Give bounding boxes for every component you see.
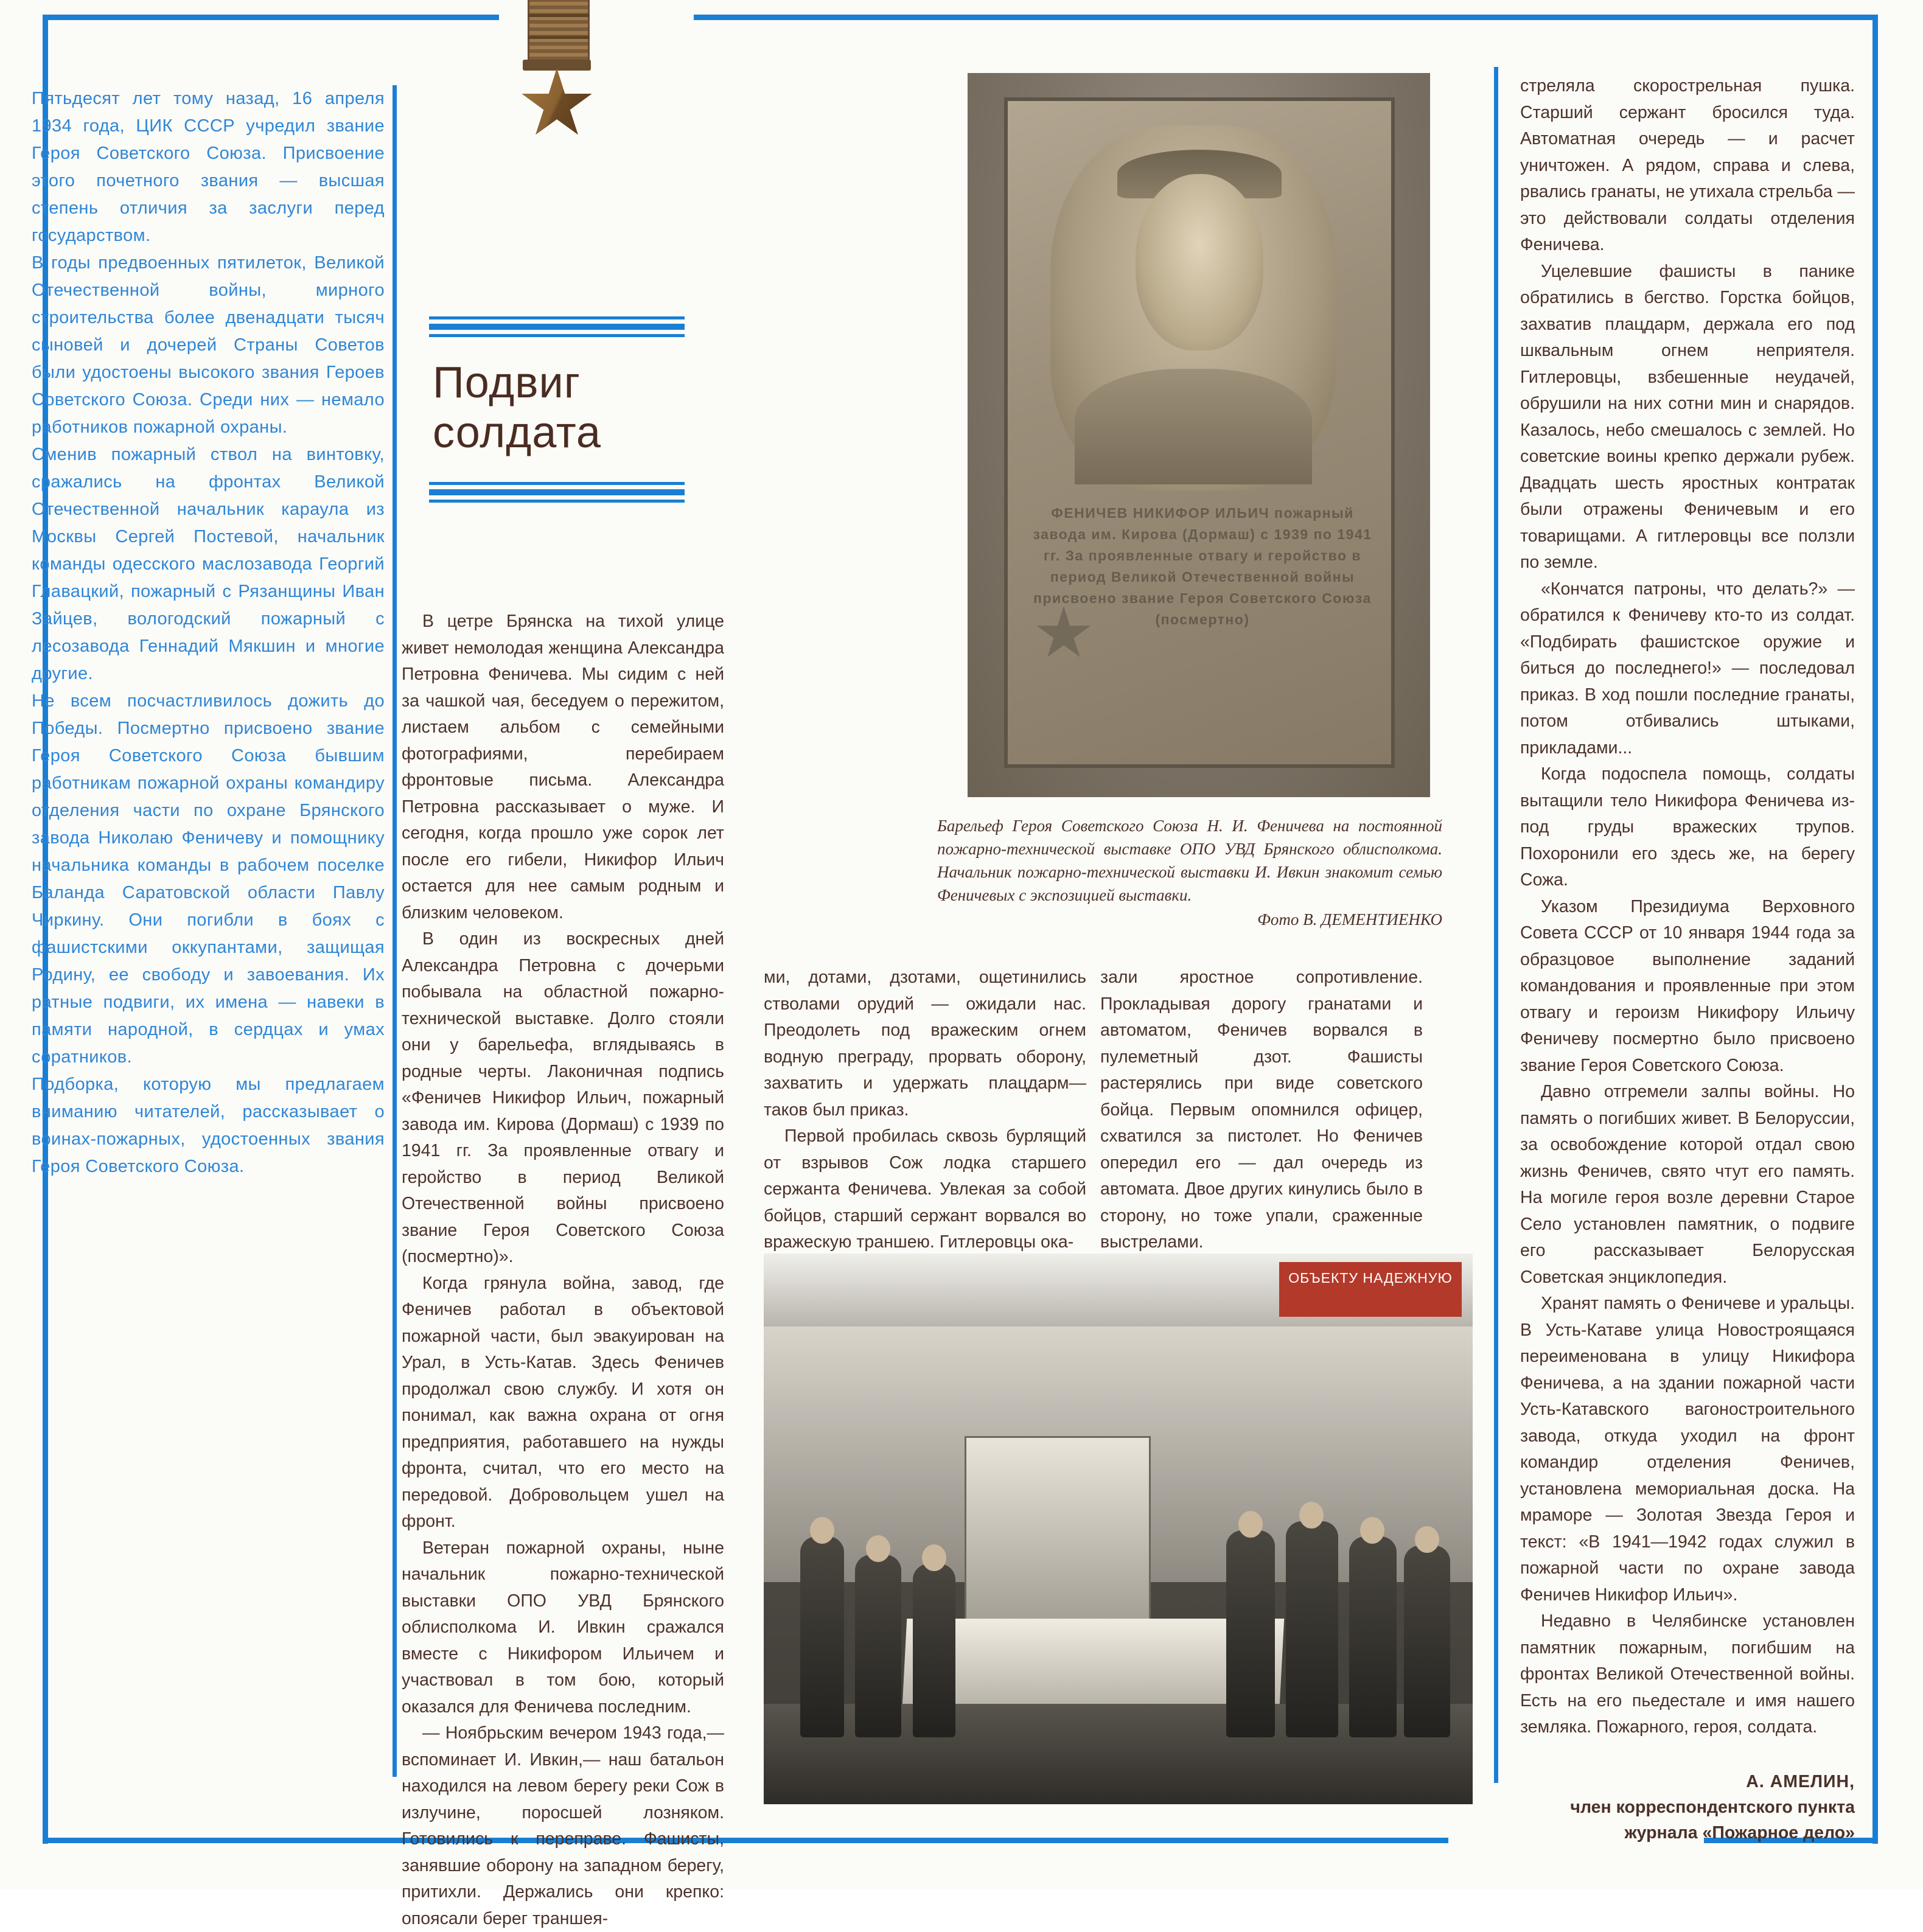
exhibit-visitor-6: [1404, 1546, 1450, 1737]
exhibit-visitor-3: [913, 1564, 955, 1737]
col2-paragraph-1: В цетре Брянска на тихой улице живет немолодая женщина Александра Петровна Феничева. Мы сидим с ней за чашкой чая, беседуем о пережитом, листаем альбом с семейными фотографиями, перебираем фронтовые письма. Александра Петровна рассказывает о муже. И сегодня, когда прошло уже сорок лет после его гибели, Никифор Ильич остается для нее самым родным и близким человеком.: [402, 612, 724, 922]
col5-paragraph-5: Указом Президиума Верховного Совета СССР от 10 января 1944 года за образцовое выполнение заданий командования и проявленные при этом отвагу и героизм Никифору Ильичу Феничеву посмертно было присвоено звание Героя Советского Союза.: [1520, 896, 1855, 1075]
page-frame-top: [43, 15, 1878, 20]
page-title: [433, 358, 685, 458]
lead-column: [32, 85, 385, 1180]
col5-paragraph-8: Недавно в Челябинске установлен памятник пожарным, погибшим на фронтах Великой Отечественной войны. Есть на его пьедестале и имя нашего земляка. Пожарного, героя, солдата.: [1520, 1611, 1855, 1737]
lead-paragraph-2: В годы предвоенных пятилеток, Великой Отечественной войны, мирного строительства более двенадцати тысяч сыновей и дочерей Страны Советов были удостоены высокого звания Героев Советского Союза. Среди них — немало работников пожарной охраны.: [32, 253, 385, 437]
exhibit-visitor-6-head: [1415, 1526, 1439, 1553]
caption-text: Барельеф Героя Советского Союза Н. И. Феничева на постоянной пожарно-технической выставке ОПО УВД Брянского облисполкома. Начальник пожарно-технической выставки И. Ивкин знакомит семью Феничевых с экспозицией выставки.: [937, 817, 1442, 904]
bas-relief-photo: [968, 73, 1430, 797]
col5-paragraph-6: Давно отгремели залпы войны. Но память о погибших живет. В Белоруссии, за освобождение которой отдал свою жизнь Феничев, свято чтут его память. На могиле героя возле деревни Старое Село установлен памятник, о подвиге его рассказывает Белорусская Советская энциклопедия.: [1520, 1082, 1855, 1287]
col3-paragraph-2: Первой пробилась сквозь бурлящий от взрывов Сож лодка старшего сержанта Феничева. Увлекая за собой бойцов, старший сержант ворвался во вражескую траншею. Гитлеровцы ока-: [764, 1126, 1086, 1252]
exhibit-visitor-1-head: [810, 1517, 834, 1544]
lead-paragraph-5: Подборка, которую мы предлагаем вниманию читателей, рассказывает о воинах-пожарных, удостоенных звания Героя Советского Союза.: [32, 1075, 385, 1176]
byline-role-line1: член корреспондентского пункта: [1570, 1797, 1855, 1817]
col2-paragraph-5: — Ноябрьским вечером 1943 года,— вспоминает И. Ивкин,— наш батальон находился на левом берегу реки Сож в излучине, поросшей лозняком. Готовились к переправе. Фашисты, занявшие оборону на западном берегу, притихли. Держались они крепко: опоясали берег траншея-: [402, 1723, 724, 1928]
exhibit-guide-head: [1299, 1502, 1324, 1529]
column-4: [1100, 964, 1423, 1282]
article-byline: [1520, 1769, 1855, 1846]
memorial-plaque: [1004, 97, 1395, 768]
gold-star-icon: [520, 68, 593, 141]
plaque-inscription: ФЕНИЧЕВ НИКИФОР ИЛЬИЧ пожарный завода им. Кирова (Дормаш) с 1939 по 1941 гг. За проявленные отвагу и геройство в период Великой Отечественной войны присвоено звание Героя Советского Союза (посмертно): [1033, 505, 1372, 627]
column-3: [764, 964, 1086, 1256]
exhibit-visitor-3-head: [922, 1544, 946, 1571]
lead-paragraph-1: Пятьдесят лет тому назад, 16 апреля 1934 года, ЦИК СССР учредил звание Героя Советского Союза. Присвоение этого почетного звания — высшая степень отличия за заслуги перед государством.: [32, 89, 385, 245]
headline-rule-bottom-thick: [429, 489, 685, 495]
column-5: [1520, 73, 1855, 1846]
photo-caption: [937, 814, 1442, 931]
col5-paragraph-1: стреляла скорострельная пушка. Старший сержант бросился туда. Автоматная очередь — и расчет уничтожен. А рядом, справа и слева, рвались гранаты, не утихала стрельба — это действовали солдаты отделения Феничева.: [1520, 76, 1855, 254]
exhibit-visitor-2-head: [866, 1535, 890, 1562]
headline-block: [429, 316, 685, 503]
headline-rule-top-thin2: [429, 334, 685, 337]
lead-paragraph-4: Не всем посчастливилось дожить до Победы. Посмертно присвоено звание Героя Советского Союза бывшим работникам пожарной охраны командиру отделения части по охране Брянского завода Николаю Феничеву и помощнику начальника команды в рабочем поселке Баланда Саратовской области Павлу Чиркину. Они погибли в боях с фашистскими оккупантами, защищая Родину, ее свободу и завоевания. Их ратные подвиги, их имена — навеки в памяти народной, в сердцах и умах соратников.: [32, 691, 385, 1067]
portrait-face: [1136, 174, 1263, 350]
gold-star-medal-icon: [514, 0, 599, 191]
col4-paragraph-1: зали яростное сопротивление. Прокладывая дорогу гранатами и автоматом, Феничев ворвался в пулеметный дзот. Фашисты растерялись при виде советского бойца. Первым опомнился офицер, схватился за пистолет. Но Феничев опередил его — дал очередь из автомата. Двое других кинулись было в сторону, но тоже упали, сраженные выстрелами.: [1100, 968, 1423, 1252]
exhibit-visitor-5: [1349, 1536, 1397, 1737]
headline-rule-bottom-thin2: [429, 500, 685, 503]
col5-paragraph-2: Уцелевшие фашисты в панике обратились в бегство. Горстка бойцов, захватив плацдарм, держала его под шквальным огнем неприятеля. Гитлеровцы, взбешенные неудачей, обрушили на них сотни мин и снарядов. Казалось, небо смешалось с землей. Но советские воины крепко держали рубеж. Двадцать шесть яростных контратак были отражены Феничевым и его товарищами. А гитлеровцы все ползли по земле.: [1520, 261, 1855, 572]
portrait-shoulders: [1075, 369, 1312, 484]
portrait-relief: [1050, 125, 1336, 490]
headline-line-1: Подвиг: [433, 358, 581, 407]
byline-author: А. АМЕЛИН,: [1746, 1771, 1855, 1791]
exhibit-visitor-5-head: [1360, 1517, 1384, 1544]
col2-paragraph-2: В один из воскресных дней Александра Петровна с дочерьми побывала на областной пожарно-технической выставке. Долго стояли они у барельефа, вглядываясь в родные черты. Лаконичная подпись «Феничев Никифор Ильич, пожарный завода им. Кирова (Дормаш) с 1939 по 1941 гг. За проявленные отвагу и геройство в период Великой Отечественной войны присвоено звание Героя Советского Союза (посмертно)».: [402, 929, 724, 1266]
column-divider-2: [1494, 67, 1498, 1783]
column-divider-1: [393, 85, 397, 1777]
headline-rule-top-thick: [429, 324, 685, 330]
column-2: [402, 609, 724, 1932]
exhibit-banner: ОБЪЕКТУ НАДЕЖНУЮ: [1279, 1262, 1462, 1317]
exhibit-display-stand: [965, 1436, 1151, 1641]
photo-credit: Фото В. ДЕМЕНТИЕНКО: [1257, 910, 1442, 929]
col5-paragraph-4: Когда подоспела помощь, солдаты вытащили тело Никифора Феничева из-под груды вражеских трупов. Похоронили его здесь же, на берегу Сожа.: [1520, 764, 1855, 890]
lead-paragraph-3: Сменив пожарный ствол на винтовку, сражались на фронтах Великой Отечественной начальник караула из Москвы Сергей Постевой, начальник команды одесского маслозавода Георгий Главацкий, пожарный с Рязанщины Иван Зайцев, вологодский пожарный с лесозавода Геннадий Мякшин и многие другие.: [32, 445, 385, 683]
page-frame-right: [1872, 15, 1878, 1844]
col2-paragraph-3: Когда грянула война, завод, где Феничев работал в объектовой пожарной части, был эвакуирован на Урал, в Усть-Катав. Здесь Феничев продолжал свою службу. И хотя он понимал, как важна охрана от огня предприятия, работавшего на нужды фронта, считал, что его место на передовой. Добровольцем ушел на фронт.: [402, 1273, 724, 1531]
exhibit-visitor-4-head: [1238, 1511, 1263, 1538]
headline-line-2: солдата: [433, 408, 601, 457]
col5-paragraph-3: «Кончатся патроны, что делать?» — обратился к Феничеву кто-то из солдат. «Подбирать фашистское оружие и биться до последнего!» — последовал приказ. В ход пошли последние гранаты, потом отбивались штыками, прикладами...: [1520, 579, 1855, 758]
exhibit-visitor-1: [800, 1536, 844, 1737]
medal-star-wrap: [514, 68, 599, 159]
exhibit-guide: [1286, 1521, 1338, 1737]
medal-ribbon-icon: [528, 0, 590, 67]
exhibition-photo: [764, 1254, 1473, 1804]
exhibit-visitor-2: [855, 1555, 901, 1737]
col2-paragraph-4: Ветеран пожарной охраны, ныне начальник пожарно-технической выставки ОПО УВД Брянского облисполкома И. Ивкин сражался вместе с Никифором Ильичем и участвовал в том бою, который оказался для Феничева последним.: [402, 1538, 724, 1717]
exhibit-visitor-4: [1226, 1530, 1275, 1737]
byline-role-line2: журнала «Пожарное дело»: [1624, 1822, 1855, 1843]
col3-paragraph-1: ми, дотами, дзотами, ощетинились стволами орудий — ожидали нас. Преодолеть под вражеским огнем водную преграду, прорвать оборону, захватить и удержать плацдарм— таков был приказ.: [764, 968, 1086, 1120]
col5-paragraph-7: Хранят память о Феничеве и уральцы. В Усть-Катаве улица Новостроящаяся переименована в улицу Никифора Феничева, а на здании пожарной части Усть-Катавского вагоностроительного завода, откуда уходил на фронт командир отделения Феничев, установлена мемориальная доска. На мраморе — Золотая Звезда Героя и текст: «В 1941—1942 годах служил в пожарной части по охране завода Феничев Никифор Ильич».: [1520, 1294, 1855, 1605]
